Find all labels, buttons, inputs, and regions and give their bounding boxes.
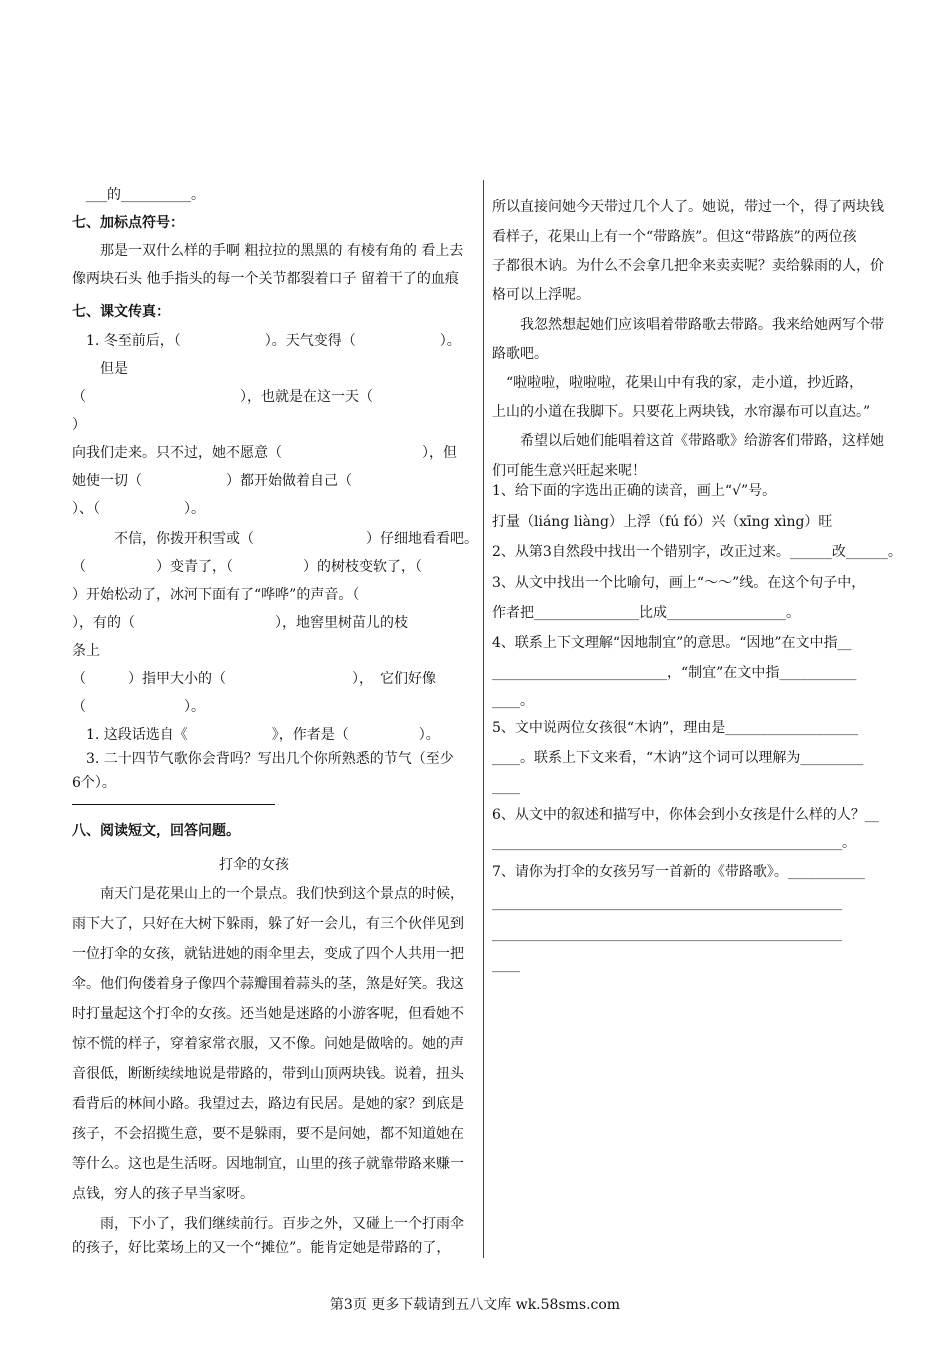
story-paragraph-line: 南天门是花果山上的一个景点。我们快到这个景点的时候， <box>72 886 464 902</box>
recall-line: 但是 <box>72 361 128 377</box>
story-paragraph-line: 子都很木讷。为什么不会拿几把伞来卖卖呢？卖给躲雨的人，价 <box>492 258 884 274</box>
story-paragraph-line: 的孩子，好比菜场上的又一个“摊位”。能肯定她是带路的了， <box>72 1240 451 1256</box>
question-solar-terms: 3. 二十四节气歌你会背吗？写出几个你所熟悉的节气（至少 <box>72 751 454 767</box>
recall-line: ），有的（ ），地窖里树苗儿的枝 <box>72 615 408 631</box>
recall-line: ）开始松动了，冰河下面有了“哗哗”的声音。（ <box>72 587 360 603</box>
question-5: ____ <box>492 779 520 795</box>
question-7-answer-line: __________________________________________________ <box>492 895 842 911</box>
recall-line: ） <box>72 417 86 433</box>
recall-line: （ ），也就是在这一天（ <box>72 389 373 405</box>
recall-line: 条上 <box>72 643 100 659</box>
recall-line: 她使一切（ ）都开始做着自己（ <box>72 473 352 489</box>
question-7-answer-line: __________________________________________________ <box>492 926 842 942</box>
story-paragraph-line: 雨下大了，只好在大树下躲雨，躲了好一会儿，有三个伙伴见到 <box>72 916 464 932</box>
story-paragraph-line: 惊不慌的样子，穿着家常衣服，又不像。问她是做啥的。她的声 <box>72 1036 464 1052</box>
section-heading-reading: 八、阅读短文，回答问题。 <box>72 823 240 839</box>
story-paragraph-line: 看样子，花果山上有一个“带路族”。但这“带路族”的两位孩 <box>492 229 857 245</box>
section-heading-punctuation: 七、加标点符号： <box>72 215 184 231</box>
story-paragraph-line: 路歌吧。 <box>492 346 548 362</box>
question-solar-terms: 6个）。 <box>72 775 116 791</box>
question-4: ____。 <box>492 693 534 709</box>
page-footer: 第3页 更多下载请到五八文库 wk.58sms.com <box>329 1297 621 1313</box>
question-7: 7、请你为打伞的女孩另写一首新的《带路歌》。___________ <box>492 864 865 880</box>
story-paragraph-line: 希望以后她们能唱着这首《带路歌》给游客们带路，这样她 <box>492 433 884 449</box>
recall-line: ）、（ ）。 <box>72 501 205 517</box>
recall-line: 不信，你拨开积雪或（ ）仔细地看看吧。 <box>72 531 478 547</box>
story-paragraph-line: 等什么。这也是生活呀。因地制宜，山里的孩子就靠带路来赚一 <box>72 1156 464 1172</box>
story-paragraph-line: 们可能生意兴旺起来呢！ <box>492 463 646 479</box>
story-paragraph-line: 时打量起这个打伞的女孩。还当她是迷路的小游客呢，但看她不 <box>72 1006 464 1022</box>
question-3: 3、从文中找出一个比喻句，画上“～～”线。在这个句子中， <box>492 575 866 591</box>
question-source: 1. 这段话选自《 》，作者是（ ）。 <box>72 727 440 743</box>
story-paragraph-line: 雨，下小了，我们继续前行。百步之外，又碰上一个打雨伞 <box>72 1216 464 1232</box>
question-4: _________________________，“制宜”在文中指___________ <box>492 665 857 681</box>
question-6: 6、从文中的叙述和描写中，你体会到小女孩是什么样的人？__ <box>492 807 879 823</box>
punctuation-exercise-line: 像两块石头 他手指头的每一个关节都裂着口子 留着干了的血痕 <box>72 271 459 287</box>
song-line: “啦啦啦，啦啦啦，花果山中有我的家，走小道，抄近路， <box>492 375 864 391</box>
story-paragraph-line: 孩子，不会招揽生意，要不是躲雨，要不是问她，都不知道她在 <box>72 1126 464 1142</box>
song-line: 上山的小道在我脚下。只要花上两块钱，水帘瀑布可以直达。” <box>492 404 871 420</box>
fill-blank-line: ___的__________。 <box>72 187 205 203</box>
story-paragraph-line: 伞。他们佝偻着身子像四个蒜瓣围着蒜头的茎，煞是好笑。我这 <box>72 976 464 992</box>
recall-line: （ ）。 <box>72 699 205 715</box>
story-paragraph-line: 我忽然想起她们应该唱着带路歌去带路。我来给她两写个带 <box>492 317 884 333</box>
question-5: 5、文中说两位女孩很“木讷”，理由是___________________ <box>492 720 859 736</box>
story-paragraph-line: 格可以上浮呢。 <box>492 287 590 303</box>
story-paragraph-line: 一位打伞的女孩，就钻进她的雨伞里去，变成了四个人共用一把 <box>72 946 464 962</box>
section-heading-text-recall: 七、课文传真： <box>72 304 170 320</box>
question-1-options: 打量（liáng liàng）上浮（fú fó）兴（xīng xìng）旺 <box>492 514 833 530</box>
question-5: ____。联系上下文来看，“木讷”这个词可以理解为_________ <box>492 750 864 766</box>
recall-line: （ ）变青了，（ ）的树枝变软了，（ <box>72 559 422 575</box>
column-divider <box>483 180 484 1258</box>
answer-underline <box>72 804 275 805</box>
story-paragraph-line: 音很低，断断续续地说是带路的，带到山顶两块钱。说着，扭头 <box>72 1066 464 1082</box>
story-paragraph-line: 点钱，穷人的孩子早当家呀。 <box>72 1186 254 1202</box>
question-6: __________________________________________________。 <box>492 835 856 851</box>
question-3: 作者把_______________比成_________________。 <box>492 605 800 621</box>
punctuation-exercise-line: 那是一双什么样的手啊 粗拉拉的黑黑的 有棱有角的 看上去 <box>72 243 464 259</box>
question-1: 1、给下面的字选出正确的读音，画上“√”号。 <box>492 483 777 499</box>
question-2: 2、从第3自然段中找出一个错别字，改正过来。______改______。 <box>492 544 902 560</box>
question-4: 4、联系上下文理解“因地制宜”的意思。“因地”在文中指__ <box>492 635 852 651</box>
recall-line: 1. 冬至前后，（ ）。天气变得（ ）。 <box>72 333 461 349</box>
recall-line: 向我们走来。只不过，她不愿意（ ），但 <box>72 445 457 461</box>
recall-line: （ ）指甲大小的（ ）， 它们好像 <box>72 671 436 687</box>
story-title: 打伞的女孩 <box>219 857 289 873</box>
story-paragraph-line: 看背后的林间小路。我望过去，路边有民居。是她的家？到底是 <box>72 1096 464 1112</box>
question-7-answer-line: ____ <box>492 957 520 973</box>
story-paragraph-line: 所以直接问她今天带过几个人了。她说，带过一个，得了两块钱 <box>492 199 884 215</box>
